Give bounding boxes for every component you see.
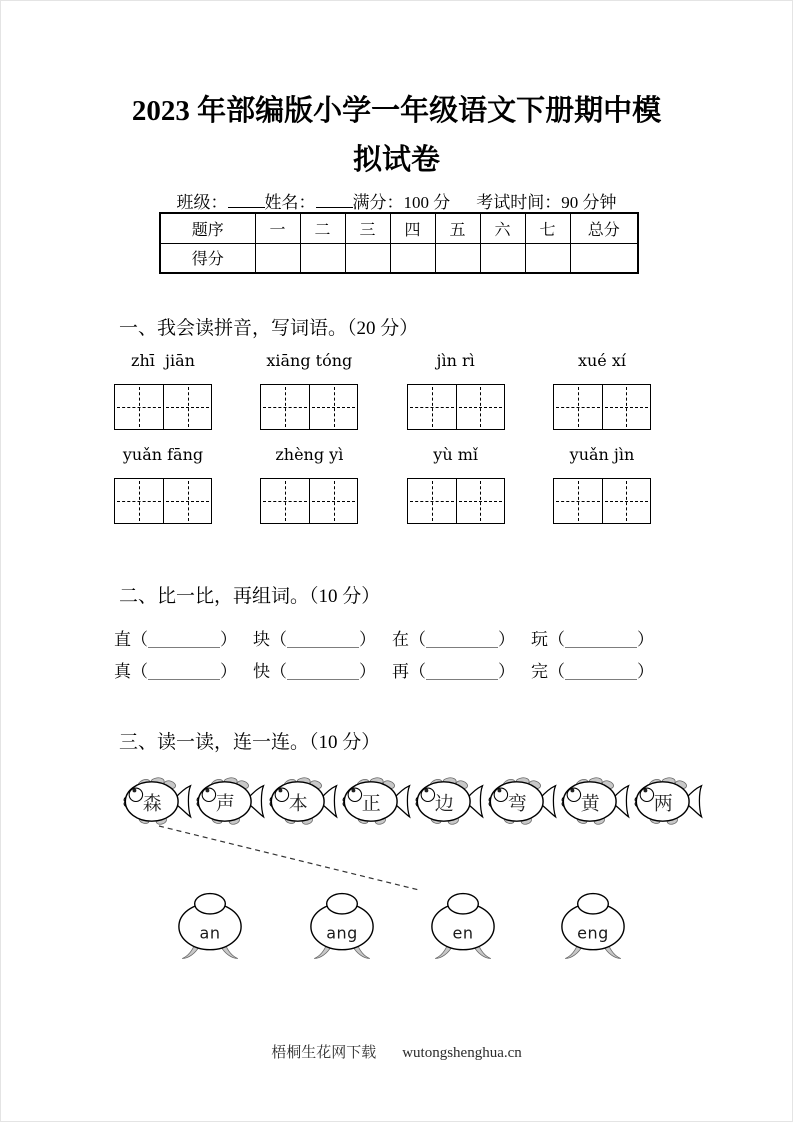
writing-grid-box xyxy=(114,384,212,430)
fish-item xyxy=(121,777,192,826)
tian-cell xyxy=(163,385,211,429)
footer-site-name: 梧桐生花网下载 xyxy=(271,1045,377,1061)
jar-item xyxy=(424,891,502,963)
fish-word: 本 xyxy=(288,793,308,815)
close-paren: ） xyxy=(220,630,237,649)
page-title-line2: 拟试卷 xyxy=(352,144,440,176)
word-char: 再 xyxy=(392,662,409,681)
tian-cell xyxy=(456,479,504,523)
open-paren: （ xyxy=(270,662,287,681)
close-paren: ） xyxy=(359,662,376,681)
fish-word: 正 xyxy=(361,793,381,815)
answer-blank-line xyxy=(426,634,498,648)
word-char: 玩 xyxy=(531,630,548,649)
answer-blank-line xyxy=(287,666,359,680)
tian-cell xyxy=(602,385,650,429)
answer-blank-line xyxy=(148,666,220,680)
score-cell-empty xyxy=(390,243,435,273)
section1-heading: 一、我会读拼音，写词语。（20 分） xyxy=(119,318,419,339)
score-cell-empty xyxy=(435,243,480,273)
tian-cell xyxy=(309,385,357,429)
fish-item xyxy=(194,777,265,826)
fish-item xyxy=(559,777,630,826)
jar-final-label: an xyxy=(199,923,221,943)
word-item xyxy=(392,657,515,682)
score-cell-empty xyxy=(570,243,638,273)
close-paren: ） xyxy=(498,662,515,681)
open-paren: （ xyxy=(409,662,426,681)
answer-blank-line xyxy=(287,634,359,648)
open-paren: （ xyxy=(409,630,426,649)
tian-cell xyxy=(408,385,456,429)
jar-final-label: eng xyxy=(577,923,609,943)
score-cell-empty xyxy=(345,243,390,273)
pinyin-label: yuǎn jìn xyxy=(569,445,635,464)
answer-blank-line xyxy=(565,666,637,680)
score-table-header-cell: 四 xyxy=(390,213,435,243)
answer-blank-line xyxy=(148,634,220,648)
pinyin-label: zhèng yì xyxy=(275,445,344,464)
writing-grid-box xyxy=(553,384,651,430)
word-item xyxy=(253,657,376,682)
fish-word: 声 xyxy=(215,793,235,815)
open-paren: （ xyxy=(270,630,287,649)
fish-word: 黄 xyxy=(580,793,600,815)
fish-row xyxy=(121,777,703,826)
close-paren: ） xyxy=(498,630,515,649)
pinyin-word-block xyxy=(553,445,651,524)
fish-item xyxy=(486,777,557,826)
pinyin-label: zhī jiān xyxy=(131,351,195,370)
score-table-score-row xyxy=(160,243,638,273)
word-char: 直 xyxy=(114,630,131,649)
score-table-header-cell: 三 xyxy=(345,213,390,243)
pinyin-word-block xyxy=(260,351,358,430)
pinyin-word-block xyxy=(407,351,505,430)
fish-item xyxy=(267,777,338,826)
pinyin-label: yù mǐ xyxy=(433,445,479,464)
score-table-header-cell: 五 xyxy=(435,213,480,243)
pinyin-word-block xyxy=(260,445,358,524)
score-table-header-cell: 总分 xyxy=(570,213,638,243)
answer-blank-line xyxy=(426,666,498,680)
compare-words-row-1 xyxy=(114,625,654,650)
word-char: 在 xyxy=(392,630,409,649)
pinyin-word-block xyxy=(407,445,505,524)
student-info-line xyxy=(1,188,792,213)
pinyin-label: xiāng tóng xyxy=(266,351,353,370)
jar-item xyxy=(303,891,381,963)
writing-grid-box xyxy=(260,478,358,524)
writing-grid-box xyxy=(114,478,212,524)
exam-time-label: 考试时间：90 分钟 xyxy=(476,193,617,212)
fish-word: 边 xyxy=(434,793,454,815)
score-table xyxy=(159,212,639,274)
pinyin-word-block xyxy=(114,445,212,524)
word-char: 真 xyxy=(114,662,131,681)
open-paren: （ xyxy=(548,662,565,681)
page-title-line1: 2023 年部编版小学一年级语文下册期中模 xyxy=(131,95,662,127)
class-label: 班级： xyxy=(176,193,228,212)
word-char: 快 xyxy=(253,662,270,681)
tian-cell xyxy=(115,479,163,523)
score-cell-empty xyxy=(525,243,570,273)
close-paren: ） xyxy=(637,630,654,649)
score-table-header-cell: 一 xyxy=(255,213,300,243)
word-char: 完 xyxy=(531,662,548,681)
pinyin-word-block xyxy=(114,351,212,430)
writing-grid-box xyxy=(260,384,358,430)
word-item xyxy=(114,657,237,682)
word-item xyxy=(392,625,515,650)
open-paren: （ xyxy=(548,630,565,649)
jar-final-label: ang xyxy=(326,923,358,943)
jar-final-label: en xyxy=(452,923,474,943)
footer xyxy=(1,1041,792,1062)
fish-word: 森 xyxy=(142,793,162,815)
tian-cell xyxy=(554,479,602,523)
writing-grid-box xyxy=(553,478,651,524)
section3-heading: 三、读一读，连一连。（10 分） xyxy=(119,732,381,753)
open-paren: （ xyxy=(131,630,148,649)
score-cell-empty xyxy=(480,243,525,273)
word-item xyxy=(531,657,654,682)
writing-grid-box xyxy=(407,478,505,524)
class-blank-line xyxy=(228,192,265,208)
fish-item xyxy=(632,777,703,826)
close-paren: ） xyxy=(359,630,376,649)
score-cell-empty xyxy=(300,243,345,273)
tian-cell xyxy=(456,385,504,429)
pinyin-label: yuǎn fāng xyxy=(122,445,204,464)
tian-cell xyxy=(309,479,357,523)
pinyin-row-1 xyxy=(114,351,651,430)
answer-blank-line xyxy=(565,634,637,648)
writing-grid-box xyxy=(407,384,505,430)
full-score-label: 满分：100 分 xyxy=(352,193,451,212)
fish-item xyxy=(340,777,411,826)
pinyin-row-2 xyxy=(114,445,651,524)
tian-cell xyxy=(115,385,163,429)
score-table-header-cell: 二 xyxy=(300,213,345,243)
fish-word: 两 xyxy=(653,793,673,815)
tian-cell xyxy=(554,385,602,429)
name-label: 姓名： xyxy=(264,193,316,212)
score-table-header-row xyxy=(160,213,638,243)
fish-item xyxy=(413,777,484,826)
tian-cell xyxy=(163,479,211,523)
score-cell-empty xyxy=(255,243,300,273)
pinyin-label: jìn rì xyxy=(436,351,475,370)
close-paren: ） xyxy=(220,662,237,681)
word-char: 块 xyxy=(253,630,270,649)
jar-item xyxy=(554,891,632,963)
tian-cell xyxy=(602,479,650,523)
pinyin-word-block xyxy=(553,351,651,430)
open-paren: （ xyxy=(131,662,148,681)
compare-words-row-2 xyxy=(114,657,654,682)
word-item xyxy=(114,625,237,650)
tian-cell xyxy=(261,385,309,429)
footer-site-url: wutongshenghua.cn xyxy=(402,1045,522,1061)
page-title xyxy=(1,87,792,185)
score-table-header-cell: 六 xyxy=(480,213,525,243)
word-item xyxy=(531,625,654,650)
score-table-header-cell: 题序 xyxy=(160,213,255,243)
name-blank-line xyxy=(316,192,353,208)
section2-heading: 二、比一比，再组词。（10 分） xyxy=(119,586,381,607)
tian-cell xyxy=(261,479,309,523)
fish-word: 弯 xyxy=(507,793,527,815)
word-item xyxy=(253,625,376,650)
tian-cell xyxy=(408,479,456,523)
score-row-label: 得分 xyxy=(160,243,255,273)
jar-item xyxy=(171,891,249,963)
score-table-header-cell: 七 xyxy=(525,213,570,243)
pinyin-label: xué xí xyxy=(577,351,626,370)
close-paren: ） xyxy=(637,662,654,681)
